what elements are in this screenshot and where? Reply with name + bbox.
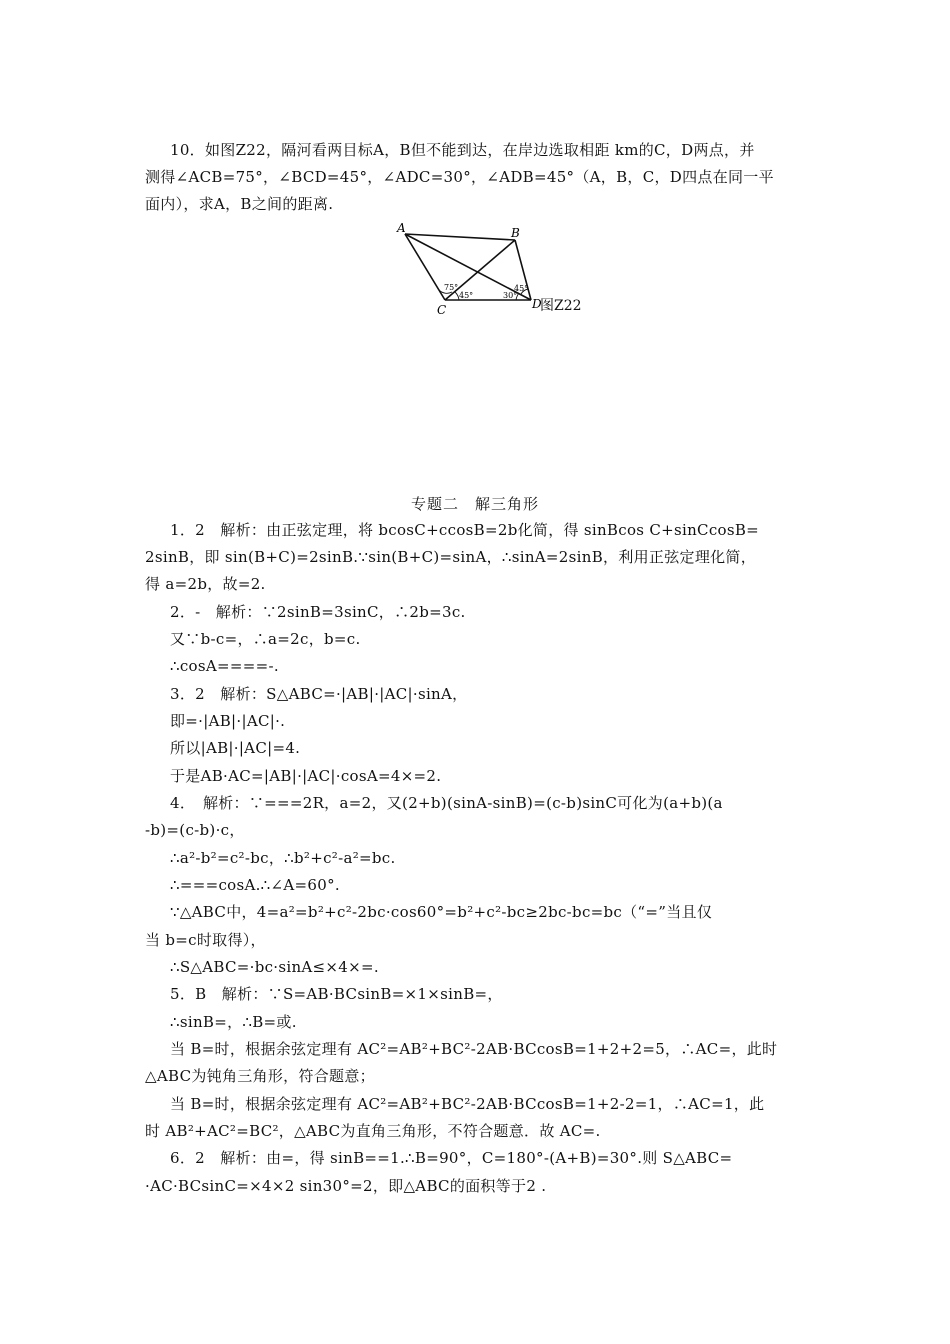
solution-line-5: 又∵b-c=，∴a=2c，b=c. bbox=[170, 630, 361, 648]
segment-ab bbox=[405, 234, 515, 240]
figure-caption: 图Z22 bbox=[540, 298, 582, 314]
solution-line-20: 当 B=时，根据余弦定理有 AC²=AB²+BC²-2AB·BCcosB=1+2+2=5，∴AC=，此时 bbox=[170, 1040, 778, 1058]
problem-line-2: 测得∠ACB=75°，∠BCD=45°，∠ADC=30°，∠ADB=45°（A，B，C，D四点在同一平 bbox=[145, 168, 774, 186]
solution-line-17: ∴S△ABC=·bc·sinA≤×4×=. bbox=[170, 958, 379, 976]
solution-line-2: 2sinB，即 sin(B+C)=2sinB.∵sin(B+C)=sinA，∴sinA=2sinB，利用正弦定理化简， bbox=[145, 548, 757, 566]
solution-line-18: 5．B 解析：∵S=AB·BCsinB=×1×sinB=， bbox=[170, 985, 503, 1003]
angle-label-adb: 45° bbox=[514, 284, 529, 293]
problem-line-3: 面内），求A，B之间的距离. bbox=[145, 195, 334, 213]
angle-label-acb: 75° bbox=[444, 283, 459, 292]
solution-line-21: △ABC为钝角三角形，符合题意； bbox=[145, 1067, 375, 1085]
solution-line-11: 4． 解析：∵===2R，a=2，又(2+b)(sinA-sinB)=(c-b)sinC可化为(a+b)(a bbox=[170, 794, 723, 812]
solution-line-15: ∵△ABC中，4=a²=b²+c²-2bc·cos60°=b²+c²-bc≥2bc-bc=bc（“=”当且仅 bbox=[170, 903, 713, 921]
solution-line-4: 2．- 解析：∵2sinB=3sinC，∴2b=3c. bbox=[170, 603, 466, 621]
solution-line-6: ∴cosA====-. bbox=[170, 657, 279, 675]
problem-line-1: 10．如图Z22，隔河看两目标A，B但不能到达，在岸边选取相距 km的C，D两点，并 bbox=[170, 141, 755, 159]
solution-line-7: 3．2 解析：S△ABC=·|AB|·|AC|·sinA， bbox=[170, 685, 468, 703]
solution-line-13: ∴a²-b²=c²-bc，∴b²+c²-a²=bc. bbox=[170, 849, 396, 867]
angle-label-bcd: 45° bbox=[459, 291, 474, 300]
point-label-c: C bbox=[437, 303, 447, 317]
solution-line-8: 即=·|AB|·|AC|·. bbox=[170, 712, 286, 730]
solution-line-10: 于是AB·AC=|AB|·|AC|·cosA=4×=2. bbox=[170, 767, 442, 785]
solution-line-9: 所以|AB|·|AC|=4. bbox=[170, 739, 301, 757]
section-title: 专题二 解三角形 bbox=[410, 495, 539, 513]
solution-line-14: ∴===cosA.∴∠A=60°. bbox=[170, 876, 340, 894]
solution-line-12: -b)=(c-b)·c， bbox=[145, 821, 245, 839]
angle-label-adc: 30° bbox=[503, 291, 518, 300]
solution-line-3: 得 a=2b，故=2. bbox=[145, 575, 266, 593]
solution-line-24: 6．2 解析：由=，得 sinB==1.∴B=90°，C=180°-(A+B)=30°.则 S△ABC= bbox=[170, 1149, 733, 1167]
point-label-b: B bbox=[511, 226, 520, 240]
solution-line-22: 当 B=时，根据余弦定理有 AC²=AB²+BC²-2AB·BCcosB=1+2-2=1，∴AC=1，此 bbox=[170, 1095, 765, 1113]
solution-line-25: ·AC·BCsinC=×4×2 sin30°=2，即△ABC的面积等于2 . bbox=[145, 1177, 547, 1195]
solution-line-19: ∴sinB=，∴B=或. bbox=[170, 1013, 297, 1031]
solution-line-16: 当 b=c时取得）， bbox=[145, 931, 266, 949]
point-label-d: D bbox=[532, 297, 542, 311]
point-label-a: A bbox=[397, 222, 406, 235]
solution-line-23: 时 AB²+AC²=BC²，△ABC为直角三角形，不符合题意．故 AC=. bbox=[145, 1122, 601, 1140]
solution-line-1: 1．2 解析：由正弦定理，将 bcosC+ccosB=2b化简，得 sinBcos C+sinCcosB= bbox=[170, 521, 760, 539]
